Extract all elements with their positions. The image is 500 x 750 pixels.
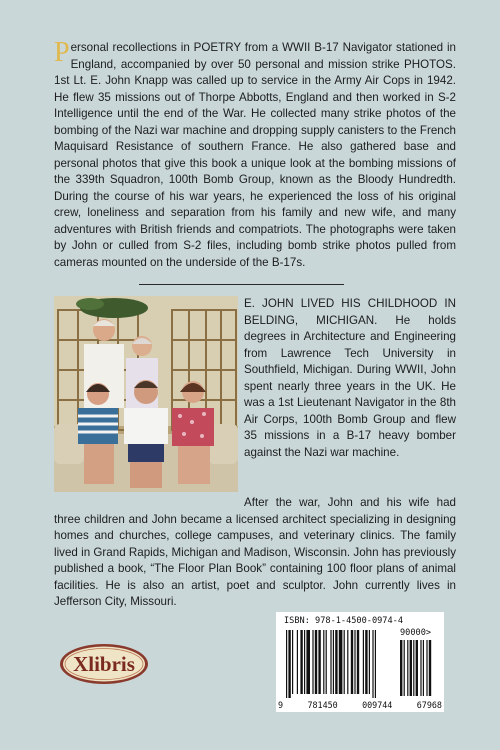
barcode-bar — [292, 630, 293, 694]
barcode-bar — [333, 630, 334, 694]
barcode-bar — [347, 630, 348, 694]
barcode-addon-bar — [413, 640, 414, 696]
intro-text: ersonal recollections in POETRY from a WWII B-17 Navigator stationed in England, accompanied by over 50 personal and mission strike PHOTOS. 1st Lt. E. John Knapp was called up to service in the Army Air Cops in 1942. He flew 35 missions out of Thorpe Abbotts, England and then worked in S-2 Intelligence until the end of the War. He collected many strike photos of the bombing of the Nazi war machine and dropping supply canisters to the French Maquisard Resistance of southern France. He also gathered base and personal photos that give this book a unique look at the bombing missions of the 339th Squadron, 100th Bomb Group, known as the Bloody Hundredth. During the course of his war years, he experienced the loss of his original crew, loneliness and separation from his family and new wife, and many adventures with British friends and compatriots. The photographs were taken by John or culled from S-2 files, including bomb strike photos pulled from cameras mounted on the underside of the B-17s. — [54, 41, 456, 269]
barcode-digits — [278, 700, 442, 710]
barcode-bar — [344, 630, 345, 694]
barcode-bar — [363, 630, 364, 694]
barcode-addon-bar — [420, 640, 421, 696]
intro-paragraph — [54, 37, 456, 271]
barcode-bar — [372, 630, 373, 698]
barcode-bar — [323, 630, 324, 694]
divider-rule — [139, 284, 344, 285]
barcode-digit-group-2: 009744 — [362, 700, 393, 710]
barcode-bars — [284, 630, 436, 700]
barcode-addon-bar — [429, 640, 431, 696]
barcode-bar — [315, 630, 317, 694]
barcode-bar — [286, 630, 287, 698]
barcode-addon-bar — [407, 640, 408, 696]
family-photo — [54, 296, 238, 492]
price-addon: 90000> — [400, 628, 432, 638]
dropcap-letter: P — [54, 37, 70, 68]
author-bio-top: E. JOHN LIVED HIS CHILDHOOD IN BELDING, MICHIGAN. He holds degrees in Architecture and Engineering from Lawrence Tech University in Southfield, Michigan. During WWII, John spent nearly three years in the UK. He was a 1st Lieutenant Navigator in the 8th Air Corps, 100th Bomb Group and flew 35 missions in a B-17 heavy bomber against the Nazi war machine. — [244, 297, 456, 459]
barcode-digit-group-1: 781450 — [307, 700, 338, 710]
xlibris-logo — [58, 641, 150, 687]
barcode-bar — [288, 630, 290, 698]
barcode-bar — [357, 630, 359, 694]
barcode-bar — [318, 630, 320, 694]
barcode-bar — [330, 630, 331, 694]
barcode-bar — [351, 630, 353, 694]
barcode-bar — [297, 630, 298, 694]
author-bio-bottom — [54, 495, 456, 611]
barcode-bar — [300, 630, 302, 694]
barcode-addon-bar — [423, 640, 424, 696]
isbn-barcode — [276, 612, 444, 712]
barcode-bar — [312, 630, 313, 694]
barcode-addon-bar — [410, 640, 412, 696]
barcode-bar — [354, 630, 355, 694]
isbn-label: ISBN: 978-1-4500-0974-4 — [284, 616, 403, 626]
xlibris-logo-text: Xlibris — [73, 652, 135, 676]
barcode-addon-bar — [426, 640, 427, 696]
barcode-bar — [365, 630, 367, 694]
barcode-bar — [339, 630, 343, 694]
barcode-bar — [335, 630, 337, 694]
author-bio-bottom-text: After the war, John and his wife had three children and John became a licensed architect specializing in designing homes and churches, college campuses, and veterinary clinics. The family lived in Grand Rapids, Michigan and Madison, Wisconsin. John has previously published a book, “The Floor Plan Book” containing 100 floor plans of animal facilities. He is also an artist, poet and sculptor. John currently lives in Jefferson City, Missouri. — [54, 496, 456, 608]
barcode-bar — [304, 630, 305, 694]
barcode-digit-lead: 9 — [278, 700, 284, 710]
barcode-bar — [369, 630, 370, 694]
barcode-bar — [375, 630, 376, 698]
barcode-digit-addon: 67968 — [416, 700, 442, 710]
barcode-bar — [306, 630, 310, 694]
barcode-addon-bar — [400, 640, 402, 696]
barcode-addon-bar — [404, 640, 405, 696]
barcode-addon-bar — [416, 640, 418, 696]
barcode-bar — [326, 630, 327, 694]
